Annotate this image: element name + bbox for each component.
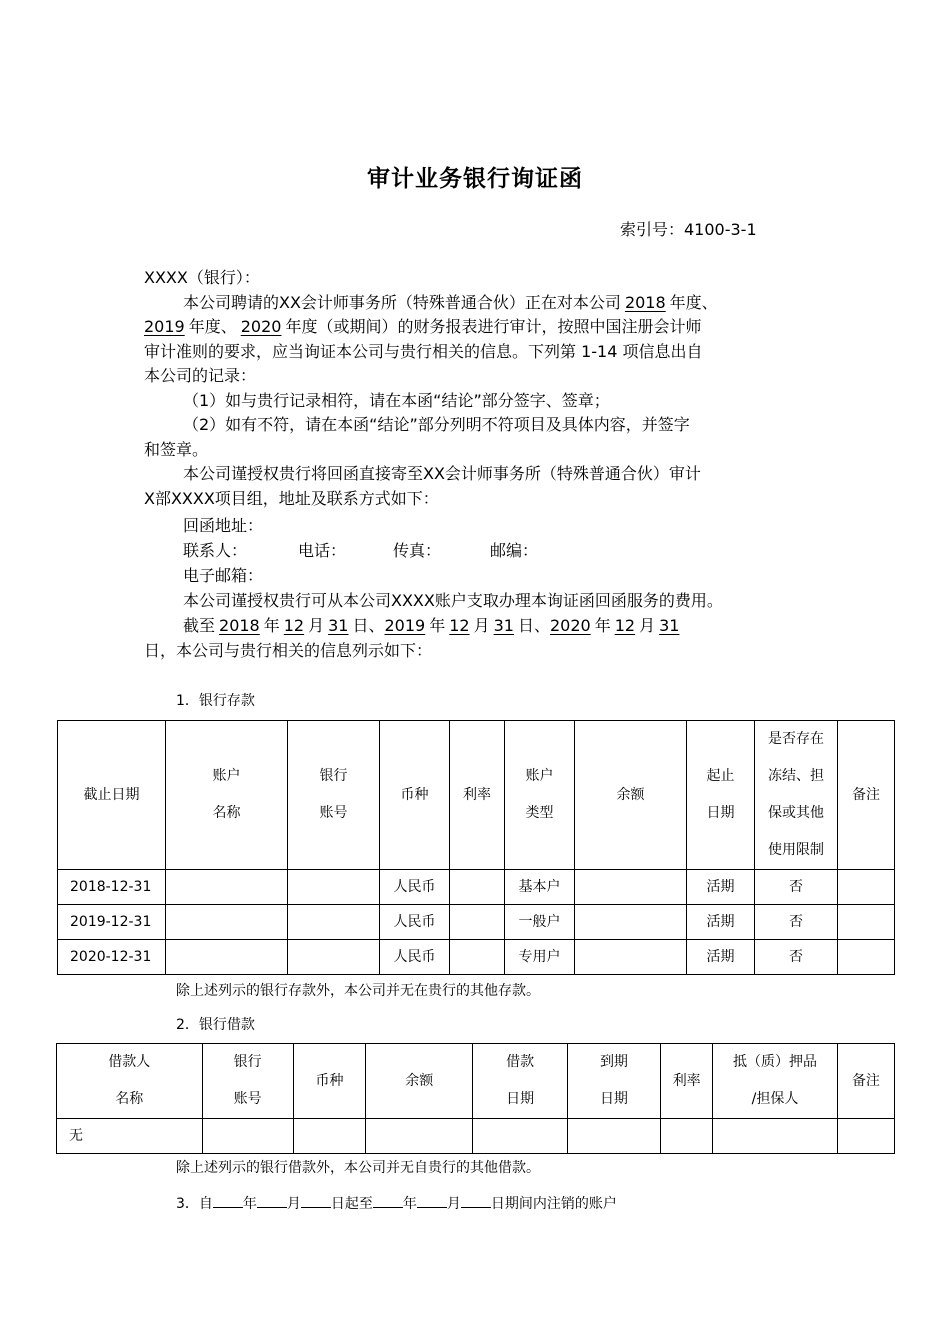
row-cell — [661, 1119, 713, 1154]
email-label: 电子邮箱： — [183, 566, 264, 585]
col-restriction: 是否存在 冻结、担 保或其他 使用限制 — [755, 721, 838, 870]
row-currency: 人民币 — [380, 905, 450, 940]
day-char: 日、 — [352, 616, 385, 635]
contact-person-label: 联系人： — [183, 541, 248, 560]
blank-field — [213, 1193, 243, 1208]
loan-header-row — [57, 1044, 895, 1119]
row-currency: 人民币 — [380, 940, 450, 975]
day-char: 日、 — [517, 616, 550, 635]
row-cell — [837, 1119, 894, 1154]
year-char: 年 — [242, 1196, 257, 1212]
phone-label: 电话： — [298, 541, 347, 560]
loan-table — [56, 1043, 895, 1154]
year-char: 年 — [594, 616, 611, 635]
row-remark — [838, 905, 895, 940]
row-rate — [450, 940, 505, 975]
row-term: 活期 — [687, 870, 755, 905]
blank-field — [301, 1193, 331, 1208]
row-account-number — [288, 870, 380, 905]
row-date: 2019-12-31 — [58, 905, 166, 940]
row-account-number — [288, 940, 380, 975]
item-1: （1）如与贵行记录相符，请在本函“结论”部分签字、签章； — [183, 391, 610, 410]
col-term: 起止 日期 — [687, 721, 755, 870]
blank-field — [373, 1193, 403, 1208]
col-loan-remark: 备注 — [837, 1044, 894, 1119]
row-term: 活期 — [687, 940, 755, 975]
para2-line1: 本公司谨授权贵行将回函直接寄至XX会计师事务所（特殊普通合伙）审计 — [183, 464, 701, 483]
table-row — [58, 940, 895, 975]
year-char: 年 — [429, 616, 446, 635]
month-char: 月 — [446, 1196, 461, 1212]
section-3-mid: 日起至 — [330, 1196, 373, 1212]
col-loan-date: 借款 日期 — [473, 1044, 567, 1119]
year-char: 年 — [263, 616, 280, 635]
para1-line1 — [183, 291, 718, 315]
col-loan-currency: 币种 — [293, 1044, 365, 1119]
col-collateral: 抵（质）押品 /担保人 — [713, 1044, 837, 1119]
cutoff-year-1: 2018 — [219, 616, 260, 635]
year-2020: 2020 — [240, 317, 282, 336]
cutoff-month-2: 12 — [449, 616, 470, 635]
section-1-title: 1．银行存款 — [176, 693, 255, 709]
year-2019: 2019 — [144, 317, 185, 336]
row-account-name — [166, 870, 288, 905]
section-3-prefix: 3．自 — [176, 1196, 213, 1212]
row-date: 2020-12-31 — [58, 940, 166, 975]
row-date: 2018-12-31 — [58, 870, 166, 905]
table-row — [57, 1119, 895, 1154]
blank-field — [417, 1193, 447, 1208]
row-type: 专用户 — [505, 940, 575, 975]
para1-line3: 审计准则的要求，应当询证本公司与贵行相关的信息。下列第 1-14 项信息出自 — [144, 342, 703, 361]
loan-note: 除上述列示的银行借款外，本公司并无自贵行的其他借款。 — [176, 1160, 540, 1176]
section-3-title — [176, 1193, 617, 1213]
item-2-line2: 和签章。 — [144, 440, 209, 459]
cutoff-line1 — [183, 614, 683, 638]
cutoff-month-3: 12 — [614, 616, 636, 635]
col-due-date: 到期 日期 — [567, 1044, 660, 1119]
col-rate: 利率 — [450, 721, 505, 870]
addressee: XXXX（银行）： — [144, 268, 260, 287]
col-currency: 币种 — [380, 721, 450, 870]
month-char: 月 — [286, 1196, 301, 1212]
row-remark — [838, 940, 895, 975]
para3: 本公司谨授权贵行可从本公司XXXX账户支取办理本询证函回函服务的费用。 — [183, 591, 723, 610]
row-account-name — [166, 905, 288, 940]
row-account-number — [288, 905, 380, 940]
row-cell — [473, 1119, 567, 1154]
row-cell — [567, 1119, 660, 1154]
row-restriction: 否 — [755, 940, 838, 975]
cutoff-month-1: 12 — [283, 616, 305, 635]
col-loan-rate: 利率 — [661, 1044, 713, 1119]
para2-line2: X部XXXX项目组，地址及联系方式如下： — [144, 489, 439, 508]
year-char: 年 — [402, 1196, 417, 1212]
year-2018: 2018 — [624, 293, 666, 312]
row-term: 活期 — [687, 905, 755, 940]
para1-text: 年度、 — [188, 317, 237, 336]
col-balance: 余额 — [575, 721, 687, 870]
cutoff-day-3: 31 — [659, 616, 680, 635]
col-remark: 备注 — [838, 721, 895, 870]
row-remark — [838, 870, 895, 905]
para1-text: 年度（或期间）的财务报表进行审计，按照中国注册会计师 — [285, 317, 702, 336]
para1-line2 — [144, 315, 701, 339]
col-cutoff-date: 截止日期 — [58, 721, 166, 870]
cutoff-day-2: 31 — [493, 616, 514, 635]
para1-line4: 本公司的记录： — [144, 366, 257, 385]
para1-text: 本公司聘请的XX会计师事务所（特殊普通合伙）正在对本公司 — [183, 293, 621, 312]
document-title: 审计业务银行询证函 — [367, 165, 583, 192]
row-cell — [713, 1119, 837, 1154]
cutoff-line2: 日，本公司与贵行相关的信息列示如下： — [144, 641, 433, 660]
cutoff-year-3: 2020 — [549, 616, 591, 635]
col-account-type: 账户 类型 — [505, 721, 575, 870]
row-borrower: 无 — [57, 1119, 203, 1154]
deposit-header-row — [58, 721, 895, 870]
row-cell — [366, 1119, 473, 1154]
col-loan-account: 银行 账号 — [202, 1044, 293, 1119]
row-balance — [575, 940, 687, 975]
cutoff-prefix: 截至 — [183, 616, 216, 635]
row-cell — [202, 1119, 293, 1154]
row-balance — [575, 870, 687, 905]
section-3-tail: 日期间内注销的账户 — [490, 1196, 617, 1212]
col-account-number: 银行 账号 — [288, 721, 380, 870]
row-account-name — [166, 940, 288, 975]
item-2-line1: （2）如有不符，请在本函“结论”部分列明不符项目及具体内容，并签字 — [183, 415, 690, 434]
row-rate — [450, 905, 505, 940]
blank-field — [257, 1193, 287, 1208]
month-char: 月 — [473, 616, 490, 635]
row-type: 基本户 — [505, 870, 575, 905]
row-type: 一般户 — [505, 905, 575, 940]
month-char: 月 — [308, 616, 325, 635]
reply-address-label: 回函地址： — [183, 516, 264, 535]
col-borrower: 借款人 名称 — [57, 1044, 203, 1119]
deposit-table — [57, 720, 895, 975]
row-rate — [450, 870, 505, 905]
fax-label: 传真： — [393, 541, 442, 560]
row-balance — [575, 905, 687, 940]
col-account-name: 账户 名称 — [166, 721, 288, 870]
index-number: 索引号：4100-3-1 — [620, 220, 757, 239]
table-row — [58, 905, 895, 940]
para1-text: 年度、 — [669, 293, 718, 312]
deposit-note: 除上述列示的银行存款外，本公司并无在贵行的其他存款。 — [176, 983, 540, 999]
blank-field — [461, 1193, 491, 1208]
col-loan-balance: 余额 — [366, 1044, 473, 1119]
row-restriction: 否 — [755, 870, 838, 905]
row-cell — [293, 1119, 365, 1154]
row-restriction: 否 — [755, 905, 838, 940]
cutoff-day-1: 31 — [328, 616, 349, 635]
row-currency: 人民币 — [380, 870, 450, 905]
month-char: 月 — [639, 616, 656, 635]
zip-label: 邮编： — [490, 541, 539, 560]
cutoff-year-2: 2019 — [384, 616, 426, 635]
table-row — [58, 870, 895, 905]
section-2-title: 2．银行借款 — [176, 1017, 255, 1033]
